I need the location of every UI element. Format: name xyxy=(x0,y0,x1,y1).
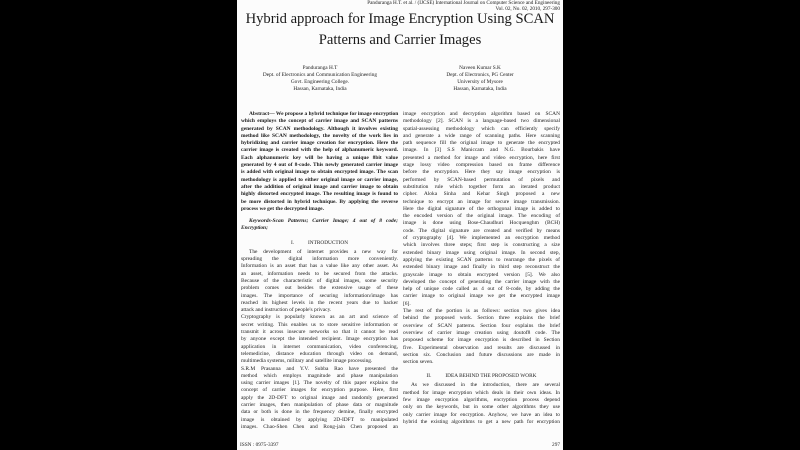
text-line: path sequence fill the original image to generate the encrypted xyxy=(403,140,560,147)
text-line: image encryption and decryption algorithm based on SCAN xyxy=(403,111,560,117)
title-line: Hybrid approach for Image Encryption Using SCAN xyxy=(245,11,555,27)
text-line: section six. Conclusion and future discussions are made in xyxy=(403,351,560,358)
text-line: Here the digital signature of the orthogonal image is added to xyxy=(403,205,560,212)
section-title: INTRODUCTION xyxy=(308,239,349,246)
text-line: performed by SCAN-based permutation of pixels and xyxy=(403,176,560,183)
text-line: developed the concept of generating the carrier image with the xyxy=(403,278,560,285)
text-line: help of unique code called as 4 out of 8-code, by adding the xyxy=(403,286,560,293)
author-dept: Dept. of Electronics and Communication Engineering xyxy=(262,72,378,78)
text-line: hybrid the existing algorithms to get a new path for encryption xyxy=(403,418,560,425)
section-number: I. xyxy=(290,239,295,246)
text-line: spreading the digital information more conveniently. xyxy=(241,256,398,263)
text-line: Cryptography is popularly known as an art and science of xyxy=(241,314,398,321)
text-line: multimedia systems, military and satellite image processing. xyxy=(241,358,373,365)
text-line: which employs the concept of carrier image and SCAN patterns xyxy=(241,118,398,125)
text-line: section seven. xyxy=(403,359,434,366)
author-inst: Govt. Engineering College. xyxy=(290,79,350,85)
text-line: extended binary image and finally in third step reconstruct the xyxy=(403,264,560,271)
text-line: carrier image to original image we get the encrypted image xyxy=(403,293,560,300)
text-line: hybridizing and carrier image creation for encryption. Here the xyxy=(241,140,398,147)
text-line: image is done using Bose-Chaudhuri Hocquenghm (BCH) xyxy=(403,220,560,227)
paragraph xyxy=(403,111,560,308)
text-line: reached its highest levels in the recent years due to hacker xyxy=(241,299,398,306)
author-block xyxy=(405,65,555,93)
text-line: only on the keywords, but in some other algorithms they use xyxy=(403,404,560,411)
text-line: presented a method for image and video encryption, here first xyxy=(403,154,560,161)
document-page xyxy=(237,0,563,450)
text-line: of cryptography [4]. We implemented an encryption method xyxy=(403,235,560,242)
paragraph xyxy=(241,366,398,432)
text-line: Because of the characteristic of digital images, some security xyxy=(241,277,398,284)
text-line: data or both is done in the frequency demine, finally encrypted xyxy=(241,409,398,416)
section-title: IDEA BEHIND THE PROPOSED WORK xyxy=(445,373,537,380)
text-line: method which employs magnitude and phase manipulation xyxy=(241,372,398,379)
text-line: is added with original image to obtain encrypted image. The scan xyxy=(241,169,398,176)
text-line: Information is an asset that has a value like any other asset. As xyxy=(241,263,398,270)
left-column xyxy=(241,111,398,431)
text-line: attack and instruction of people's privacy. xyxy=(241,307,332,314)
text-line: grayscale image to obtain encrypted version [5]. We also xyxy=(403,271,560,278)
paragraph xyxy=(241,218,398,233)
paragraph xyxy=(241,314,398,365)
text-line: method for image encryption which deals in their own ideas. In xyxy=(403,389,560,396)
page-number: 297 xyxy=(552,442,560,448)
section-heading xyxy=(241,239,398,249)
text-line: generated by 4 out of 8-code. This newly generated carrier image xyxy=(241,162,398,169)
text-line: five. Experimental observation and results are discussed in xyxy=(403,344,560,351)
text-line: highly distorted encrypted image. The resulting image is found to xyxy=(241,191,398,198)
text-line: technique to encrypt an image for secure image transmission. xyxy=(403,198,560,205)
text-line: problem comes out besides the extensive usage of these xyxy=(241,285,398,292)
text-line: using carrier images [1]. The novelty of this paper explains the xyxy=(241,380,398,387)
issn-footer: ISSN : 0975-3397 xyxy=(240,442,279,448)
text-line: code. The digital signature are created and verified by means xyxy=(403,227,560,234)
text-line: image is obtained by applying 2D-IDFT to manipulated xyxy=(241,416,398,423)
text-line: overview of carrier image creation using 4outof8 code. The xyxy=(403,329,560,336)
text-line: method like SCAN methodology, the novelty of the work lies in xyxy=(241,132,398,139)
text-line: The development of internet provides a new way for xyxy=(249,248,398,255)
text-line: spatial-assessing methodology which can efficiently specify xyxy=(403,125,560,132)
text-line: carrier images, then manipulation of phase data or magnitude xyxy=(241,401,398,408)
text-line: Each alphanumeric key will be having a unique 8bit value xyxy=(241,154,398,161)
text-line: overview of SCAN patterns. Section four explains the brief xyxy=(403,322,560,329)
paragraph xyxy=(403,382,560,426)
text-line: before the encryption. Here they say image encryption is xyxy=(403,169,560,176)
author-name: Panduranga H.T xyxy=(302,65,338,71)
author-block xyxy=(245,65,395,93)
text-line: only carrier image for encryption. Anyhow, we have an idea to xyxy=(403,411,560,418)
text-line: As we discussed in the introduction, there are several xyxy=(411,382,560,389)
paragraph xyxy=(403,308,560,366)
text-line: image. In [3] S.S Maniccam and N.G. Bourbakis have xyxy=(403,147,560,154)
author-inst: University of Mysore xyxy=(457,79,503,85)
text-line: behind the proposed work. Section three explains the brief xyxy=(403,315,560,322)
text-line: and generate a wide range of scanning paths. Here scanning xyxy=(403,132,560,139)
text-line: images. The importance of securing information/image has xyxy=(241,292,398,299)
text-line: the encoded version of the original image. The encoding of xyxy=(403,213,560,220)
text-line: extended binary image using original image. In second step, xyxy=(403,249,560,256)
author-name: Naveen Kumar S.K xyxy=(459,65,501,71)
text-line: proposed scheme for image encryption is described in Section xyxy=(403,337,560,344)
running-header-journal: Panduranga H.T. et al. / (IJCSE) International Journal on Computer Science and Engineering xyxy=(367,0,560,6)
text-line: generated by SCAN methodology. Although it involves existing xyxy=(241,125,398,132)
text-line: applying the existing SCAN patterns to rearrange the pixels of xyxy=(403,256,560,263)
paper-title xyxy=(237,9,563,51)
author-place: Hassan, Karnataka, India xyxy=(453,86,507,92)
text-line: which involves three steps; first step is constructing a size xyxy=(403,242,560,249)
text-line: by anyone except the intended recipient. Image encryption has xyxy=(241,336,398,343)
text-line: apply the 2D-DFT to original image and randomly generated xyxy=(241,394,398,401)
text-line: methodology is applied to either original image or carrier image, xyxy=(241,176,398,183)
text-line: Abstract— We propose a hybrid technique for image encryption xyxy=(249,111,399,117)
text-line: be more distorted in hybrid technique. By applying the reverse xyxy=(241,198,398,205)
text-line: telemedicine, distance education through video on demand, xyxy=(241,350,398,357)
text-line: process we get the decrypted image. xyxy=(241,205,324,212)
text-line: secret writing. This enables us to store sensitive information or xyxy=(241,321,398,328)
text-line: S.R.M Prasanna and Y.V. Subba Rao have presented the xyxy=(241,365,398,372)
text-line: cipher. Aloka Sinha and Kehar Singh proposed a new xyxy=(403,191,560,198)
text-line: The rest of the portion is as follows: section two gives idea xyxy=(403,308,560,315)
text-line: Keywords-Scan Patterns; Carrier Image; 4 out of 8 code; xyxy=(249,218,398,225)
text-line: carrier image is created with the help of alphanumeric keyword. xyxy=(241,147,398,154)
author-place: Hassan, Karnataka, India xyxy=(293,86,347,92)
right-column xyxy=(403,111,560,426)
section-number: II. xyxy=(426,373,432,380)
text-line: transmit it across insecure networks so that it cannot be read xyxy=(241,329,398,336)
text-line: methodology [2]. SCAN is a language-based two dimensional xyxy=(403,118,560,125)
paragraph xyxy=(241,111,398,213)
title-line: Patterns and Carrier Images xyxy=(318,32,482,48)
section-heading xyxy=(403,372,560,382)
author-dept: Dept. of Electronics, PG Center xyxy=(446,72,514,78)
text-line: an asset, information needs to be secured from the attacks. xyxy=(241,270,398,277)
paragraph xyxy=(241,249,398,315)
text-line: [6]. xyxy=(403,300,411,307)
text-line: concept of carrier images for encryption purpose. Here, first xyxy=(241,387,398,394)
text-line: application in internet communication, video conferencing, xyxy=(241,343,398,350)
text-line: stage lossy video compression based on frame difference xyxy=(403,162,560,169)
text-line: after the addition of original image and carrier image to obtain xyxy=(241,183,398,190)
running-header-volume: Vol. 02, No. 02, 2010, 297-300 xyxy=(495,6,560,12)
text-line: substitution rule which together form an iterated product xyxy=(403,183,560,190)
text-line: few image encryption algorithms, encryption process depend xyxy=(403,396,560,403)
text-line: Encryption; xyxy=(241,225,268,232)
text-line: images. Chao-Shen Chen and Rong-jain Chen proposed an xyxy=(241,423,398,430)
